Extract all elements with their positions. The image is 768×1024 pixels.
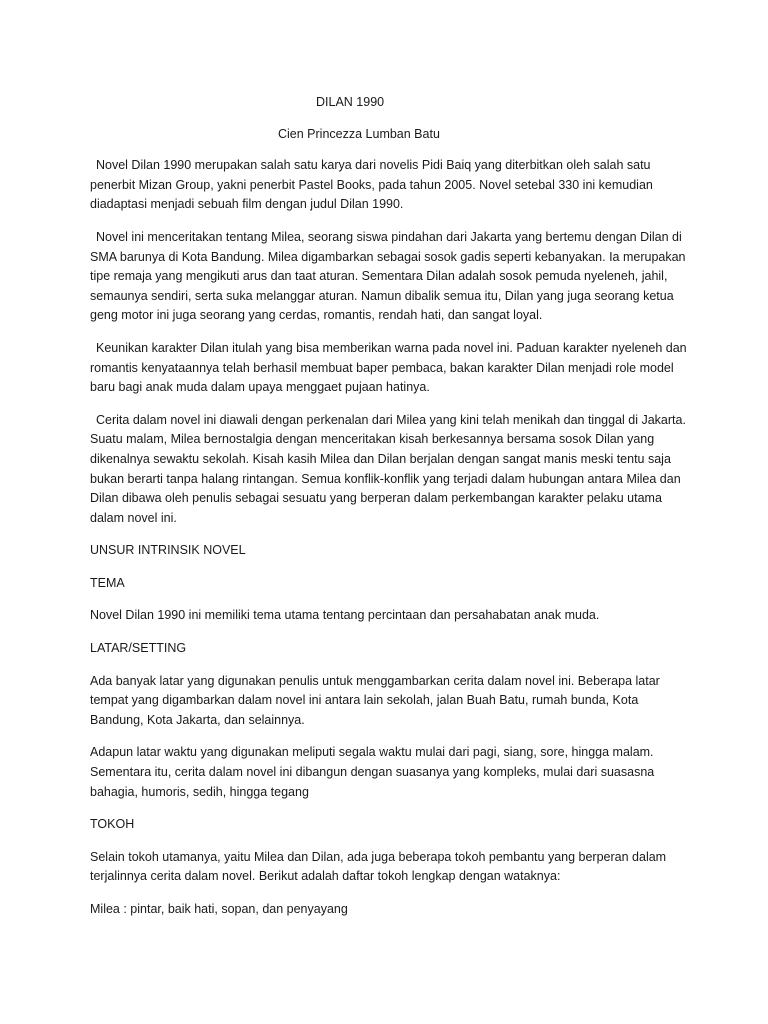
document-title: DILAN 1990: [316, 95, 385, 109]
document-author: Cien Princezza Lumban Batu: [278, 126, 440, 141]
tema-paragraph: Novel Dilan 1990 ini memiliki tema utama tentang percintaan dan persahabatan anak muda.: [90, 608, 600, 623]
intro-paragraph-2: Novel ini menceritakan tentang Milea, seorang siswa pindahan dari Jakarta yang bertemu dengan Dilan di SMA barunya di Kota Bandung. Milea digambarkan sebagai sosok gadis seperti kebanyakan. Ia merupakan tipe remaja yang mengikuti arus dan taat aturan. Sementara Dilan adalah sosok pemuda nyeleneh, jahil, semaunya sendiri, serta suka melanggar aturan. Namun dibalik semua itu, Dilan yang juga seorang ketua geng motor ini juga seorang yang cerdas, romantis, rendah hati, dan sangat loyal.: [90, 229, 686, 323]
intro-paragraph-4: Cerita dalam novel ini diawali dengan perkenalan dari Milea yang kini telah menikah dan tinggal di Jakarta. Suatu malam, Milea bernostalgia dengan menceritakan kisah berkesannya bersama sosok Dilan yang dikenalnya sewaktu sekolah. Kisah kasih Milea dan Dilan berjalan dengan sangat manis meski tentu saja bukan berarti tanpa halang rintangan. Semua konflik-konflik yang terjadi dalam hubungan antara Milea dan Dilan dibawa oleh penulis sebagai sesuatu yang berperan dalam perkembangan karakter pelaku utama dalam novel ini.: [90, 412, 686, 525]
section-heading-unsur: UNSUR INTRINSIK NOVEL: [90, 543, 246, 558]
heading-tema: TEMA: [90, 575, 125, 590]
intro-paragraph-3: Keunikan karakter Dilan itulah yang bisa memberikan warna pada novel ini. Paduan karakter nyeleneh dan romantis kenyataannya telah berhasil membuat baper pembaca, bakan karakter Dilan menjadi role model baru bagi anak muda dalam upaya menggaet pujaan hatinya.: [90, 340, 687, 395]
tokoh-paragraph-1: Selain tokoh utamanya, yaitu Milea dan Dilan, ada juga beberapa tokoh pembantu yang berperan dalam terjalinnya cerita dalam novel. Berikut adalah daftar tokoh lengkap dengan wataknya:: [90, 849, 667, 884]
latar-paragraph-2: Adapun latar waktu yang digunakan meliputi segala waktu mulai dari pagi, siang, sore, hingga malam. Sementara itu, cerita dalam novel ini dibangun dengan suasanya yang kompleks, mulai dari suasasna bahagia, humoris, sedih, hingga tegang: [90, 745, 655, 799]
document-page: [90, 93, 690, 933]
intro-paragraph-1: Novel Dilan 1990 merupakan salah satu karya dari novelis Pidi Baiq yang diterbitkan oleh salah satu penerbit Mizan Group, yakni penerbit Pastel Books, pada tahun 2005. Novel setebal 330 ini kemudian diadaptasi menjadi sebuah film dengan judul Dilan 1990.: [90, 158, 653, 212]
latar-paragraph-1: Ada banyak latar yang digunakan penulis untuk menggambarkan cerita dalam novel ini. Beberapa latar tempat yang digambarkan dalam novel ini antara lain sekolah, jalan Buah Batu, rumah bunda, Kota Bandung, Kota Jakarta, dan selainnya.: [90, 673, 660, 727]
heading-tokoh: TOKOH: [90, 817, 135, 832]
tokoh-paragraph-2: Milea : pintar, baik hati, sopan, dan penyayang: [90, 902, 348, 916]
heading-latar: LATAR/SETTING: [90, 641, 187, 656]
